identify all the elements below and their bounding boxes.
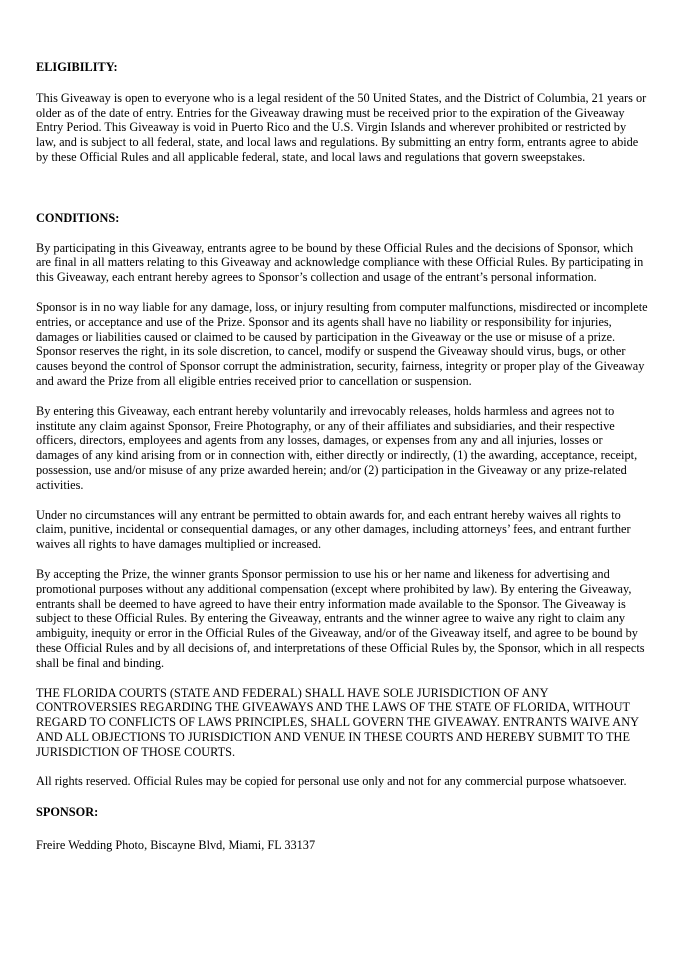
conditions-heading: CONDITIONS: <box>36 210 120 225</box>
eligibility-heading: ELIGIBILITY: <box>36 60 118 74</box>
conditions-paragraph-rights: All rights reserved. Official Rules may be copied for personal use only and not for any commercial purpose whatsoever. <box>36 774 627 789</box>
eligibility-paragraph: This Giveaway is open to everyone who is a legal resident of the 50 United States, and the District of Columbia, 21 years or older as of the date of entry. Entries for the Giveaway drawing must be received prior to the expiration of the Giveaway Entry Period. This Giveaway is void in Puerto Rico and the U.S. Virgin Islands and wherever prohibited or restricted by law, and is subject to all federal, state, and local laws and regulations. By submitting an entry form, entrants agree to abide by these Official Rules and all applicable federal, state, and local laws and regulations that govern sweepstakes. <box>36 90 647 164</box>
conditions-paragraph-jurisdiction: THE FLORIDA COURTS (STATE AND FEDERAL) SHALL HAVE SOLE JURISDICTION OF ANY CONTROVERSIES REGARDING THE GIVEAWAYS AND THE LAWS OF THE STATE OF FLORIDA, WITHOUT REGARD TO CONFLICTS OF LAWS PRINCIPLES, SHALL GOVERN THE GIVEAWAY. ENTRANTS WAIVE ANY AND ALL OBJECTIONS TO JURISDICTION AND VENUE IN THESE COURTS AND HEREBY SUBMIT TO THE JURISDICTION OF THOSE COURTS. <box>36 685 639 759</box>
sponsor-heading: SPONSOR: <box>36 805 99 820</box>
conditions-paragraph-damages: Under no circumstances will any entrant be permitted to obtain awards for, and each entrant hereby waives all rights to claim, punitive, incidental or consequential damages, or any other damages, including attorneys’ fees, and entrant further waives all rights to have damages multiplied or increased. <box>36 507 631 552</box>
conditions-paragraph-publicity: By accepting the Prize, the winner grants Sponsor permission to use his or her name and likeness for advertising and promotional purposes without any additional compensation (except where prohibited by law). By entering the Giveaway, entrants shall be deemed to have agreed to have their entry information made available to the Sponsor. The Giveaway is subject to these Official Rules. By entering the Giveaway, entrants and the winner agree to waive any right to claim any ambiguity, inequity or error in the Official Rules of the Giveaway, and/or of the Giveaway itself, and agree to be bound by these Official Rules and by all decisions of, and interpretations of these Official Rules by, the Sponsor, which in all respects shall be final and binding. <box>36 566 645 670</box>
sponsor-address: Freire Wedding Photo, Biscayne Blvd, Miami, FL 33137 <box>36 838 316 853</box>
conditions-paragraph-release: By entering this Giveaway, each entrant hereby voluntarily and irrevocably releases, holds harmless and agrees not to institute any claim against Sponsor, Freire Photography, or any of their affiliates and subsidiaries, and their respective officers, directors, employees and agents from any losses, damages, or expenses from any and all injuries, losses or damages of any kind arising from or in connection with, either directly or indirectly, (1) the awarding, acceptance, receipt, possession, use and/or misuse of any prize awarded herein; and/or (2) participation in the Giveaway or any prize-related activities. <box>36 403 638 492</box>
document-page <box>36 60 648 853</box>
conditions-paragraph-liability: Sponsor is in no way liable for any damage, loss, or injury resulting from computer malfunctions, misdirected or incomplete entries, or acceptance and use of the Prize. Sponsor and its agents shall have no liability or responsibility for injuries, damages or liabilities caused or claimed to be caused by participation in the Giveaway or the use or misuse of a prize. Sponsor reserves the right, in its sole discretion, to cancel, modify or suspend the Giveaway should virus, bugs, or other causes beyond the control of Sponsor corrupt the administration, security, fairness, integrity or proper play of the Giveaway and award the Prize from all eligible entries received prior to cancellation or suspension. <box>36 299 648 388</box>
conditions-paragraph-participation: By participating in this Giveaway, entrants agree to be bound by these Official Rules and the decisions of Sponsor, which are final in all matters relating to this Giveaway and acknowledge compliance with these Official Rules. By participating in this Giveaway, each entrant hereby agrees to Sponsor’s collection and usage of the entrant’s personal information. <box>36 240 644 285</box>
